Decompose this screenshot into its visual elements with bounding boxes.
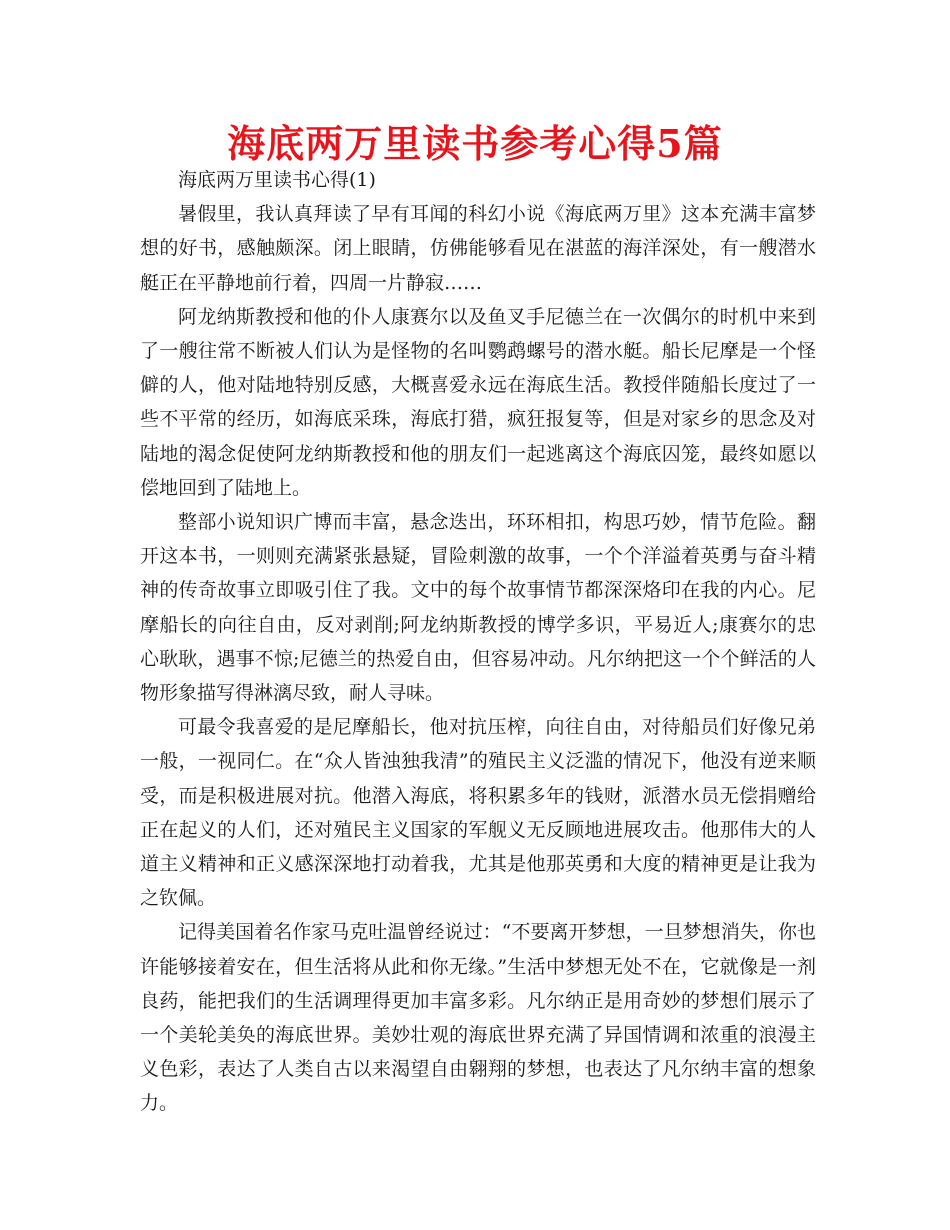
paragraph-3: 整部小说知识广博而丰富，悬念迭出，环环相扣，构思巧妙，情节危险。翻开这本书，一则则充满紧张悬疑，冒险刺激的故事，一个个洋溢着英勇与奋斗精神的传奇故事立即吸引住了我。文中的每个故事情节都深深烙印在我的内心。尼摩船长的向往自由，反对剥削;阿龙纳斯教授的博学多识，平易近人;康赛尔的忠心耿耿，遇事不惊;尼德兰的热爱自由，但容易冲动。凡尔纳把这一个个鲜活的人物形象描写得淋漓尽致，耐人寻味。 <box>140 511 816 705</box>
section-subtitle: 海底两万里读书心得(1) <box>178 169 376 191</box>
document-body <box>140 163 816 1121</box>
paragraph-5: 记得美国着名作家马克吐温曾经说过：“不要离开梦想，一旦梦想消失，你也许能够接着安在，但生活将从此和你无缘。”生活中梦想无处不在，它就像是一剂良药，能把我们的生活调理得更加丰富多彩。凡尔纳正是用奇妙的梦想们展示了一个美轮美奂的海底世界。美妙壮观的海底世界充满了异国情调和浓重的浪漫主义色彩，表达了人类自古以来渴望自由翱翔的梦想，也表达了凡尔纳丰富的想象力。 <box>140 921 816 1115</box>
paragraph-4: 可最令我喜爱的是尼摩船长，他对抗压榨，向往自由，对待船员们好像兄弟一般，一视同仁。在“众人皆浊独我清”的殖民主义泛滥的情况下，他没有逆来顺受，而是积极进展对抗。他潜入海底，将积累多年的钱财，派潜水员无偿捐赠给正在起义的人们，还对殖民主义国家的军舰义无反顾地进展攻击。他那伟大的人道主义精神和正义感深深地打动着我，尤其是他那英勇和大度的精神更是让我为之钦佩。 <box>140 716 816 910</box>
paragraph-1: 暑假里，我认真拜读了早有耳闻的科幻小说《海底两万里》这本充满丰富梦想的好书，感触颇深。闭上眼睛，仿佛能够看见在湛蓝的海洋深处，有一艘潜水艇正在平静地前行着，四周一片静寂…… <box>140 203 816 294</box>
paragraph-2: 阿龙纳斯教授和他的仆人康赛尔以及鱼叉手尼德兰在一次偶尔的时机中来到了一艘往常不断被人们认为是怪物的名叫鹦鹉螺号的潜水艇。船长尼摩是一个怪僻的人，他对陆地特别反感，大概喜爱永远在海底生活。教授伴随船长度过了一些不平常的经历，如海底采珠，海底打猎，疯狂报复等，但是对家乡的思念及对陆地的渴念促使阿龙纳斯教授和他的朋友们一起逃离这个海底囚笼，最终如愿以偿地回到了陆地上。 <box>140 305 816 499</box>
page-title: 海底两万里读书参考心得5篇 <box>227 121 723 166</box>
